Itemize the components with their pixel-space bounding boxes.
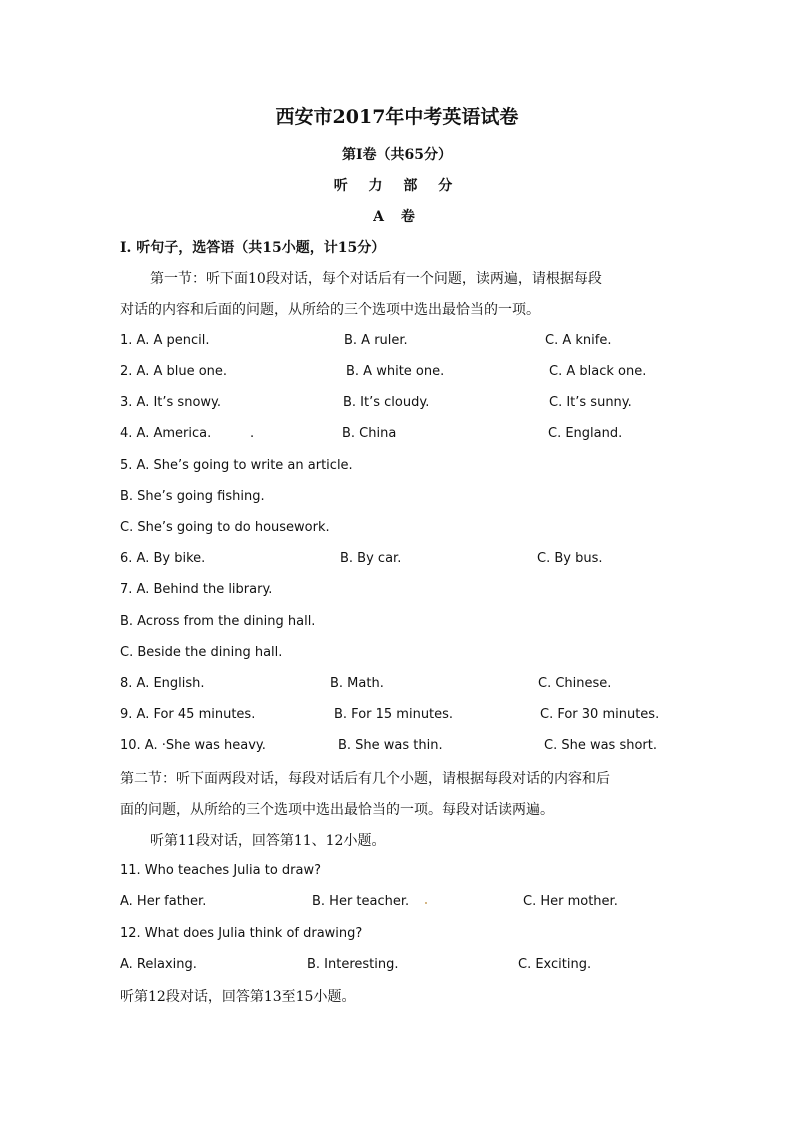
q7-option-a: 7. A. Behind the library.: [120, 582, 273, 597]
q7-option-c: C. Beside the dining hall.: [120, 645, 283, 660]
part1-instructions-line2: 对话的内容和后面的问题，从所给的三个选项中选出最恰当的一项。: [120, 302, 540, 318]
q1-option-a: 1. A. A pencil.: [120, 333, 210, 348]
q12-option-b: B. Interesting.: [307, 957, 399, 972]
q6-option-a: 6. A. By bike.: [120, 551, 206, 566]
dialog11-instruction: 听第11段对话，回答第11、12小题。: [150, 833, 386, 849]
q1-option-c: C. A knife.: [545, 333, 612, 348]
q12-question: 12. What does Julia think of drawing?: [120, 926, 363, 941]
q9-option-a: 9. A. For 45 minutes.: [120, 707, 256, 722]
q11-option-c: C. Her mother.: [523, 894, 618, 909]
q12-option-c: C. Exciting.: [518, 957, 592, 972]
q4-stray-mark: .: [250, 426, 255, 441]
q2-option-b: B. A white one.: [346, 364, 445, 379]
q11-option-a: A. Her father.: [120, 894, 207, 909]
q5-option-c: C. She’s going to do housework.: [120, 520, 330, 535]
q11-question: 11. Who teaches Julia to draw?: [120, 863, 322, 878]
q4-option-b: B. China: [342, 426, 397, 441]
q3-option-b: B. It’s cloudy.: [343, 395, 430, 410]
q4-option-c: C. England.: [548, 426, 623, 441]
section-a-label: A 卷: [373, 209, 421, 225]
q11-option-b: B. Her teacher.: [312, 894, 410, 909]
q3-option-a: 3. A. It’s snowy.: [120, 395, 222, 410]
q10-option-b: B. She was thin.: [338, 738, 443, 753]
q8-option-c: C. Chinese.: [538, 676, 612, 691]
part1-instructions-line1: 第一节：听下面10段对话，每个对话后有一个问题，读两遍，请根据每段: [150, 271, 602, 287]
q12-option-a: A. Relaxing.: [120, 957, 197, 972]
q3-option-c: C. It’s sunny.: [549, 395, 632, 410]
q8-option-b: B. Math.: [330, 676, 384, 691]
q2-option-a: 2. A. A blue one.: [120, 364, 228, 379]
q6-option-c: C. By bus.: [537, 551, 603, 566]
q9-option-b: B. For 15 minutes.: [334, 707, 454, 722]
q7-option-b: B. Across from the dining hall.: [120, 614, 316, 629]
q4-option-a: 4. A. America.: [120, 426, 212, 441]
q6-option-b: B. By car.: [340, 551, 402, 566]
volume-label: 第Ⅰ卷（共65分）: [341, 147, 453, 163]
dialog12-instruction: 听第12段对话，回答第13至15小题。: [120, 989, 356, 1005]
q9-option-c: C. For 30 minutes.: [540, 707, 660, 722]
part1-heading: I. 听句子，选答语（共15小题，计15分）: [120, 240, 386, 256]
stray-dot: [425, 902, 427, 904]
part2-instructions-line2: 面的问题，从所给的三个选项中选出最恰当的一项。每段对话读两遍。: [120, 802, 554, 818]
q10-option-c: C. She was short.: [544, 738, 658, 753]
q2-option-c: C. A black one.: [549, 364, 647, 379]
q5-option-b: B. She’s going fishing.: [120, 489, 265, 504]
exam-title: 西安市2017年中考英语试卷: [275, 106, 519, 128]
listening-part-label: 听 力 部 分: [333, 178, 461, 194]
q10-option-a: 10. A. ·She was heavy.: [120, 738, 266, 753]
q5-option-a: 5. A. She’s going to write an article.: [120, 458, 353, 473]
part2-instructions-line1: 第二节：听下面两段对话，每段对话后有几个小题，请根据每段对话的内容和后: [120, 771, 610, 787]
q1-option-b: B. A ruler.: [344, 333, 408, 348]
q8-option-a: 8. A. English.: [120, 676, 205, 691]
